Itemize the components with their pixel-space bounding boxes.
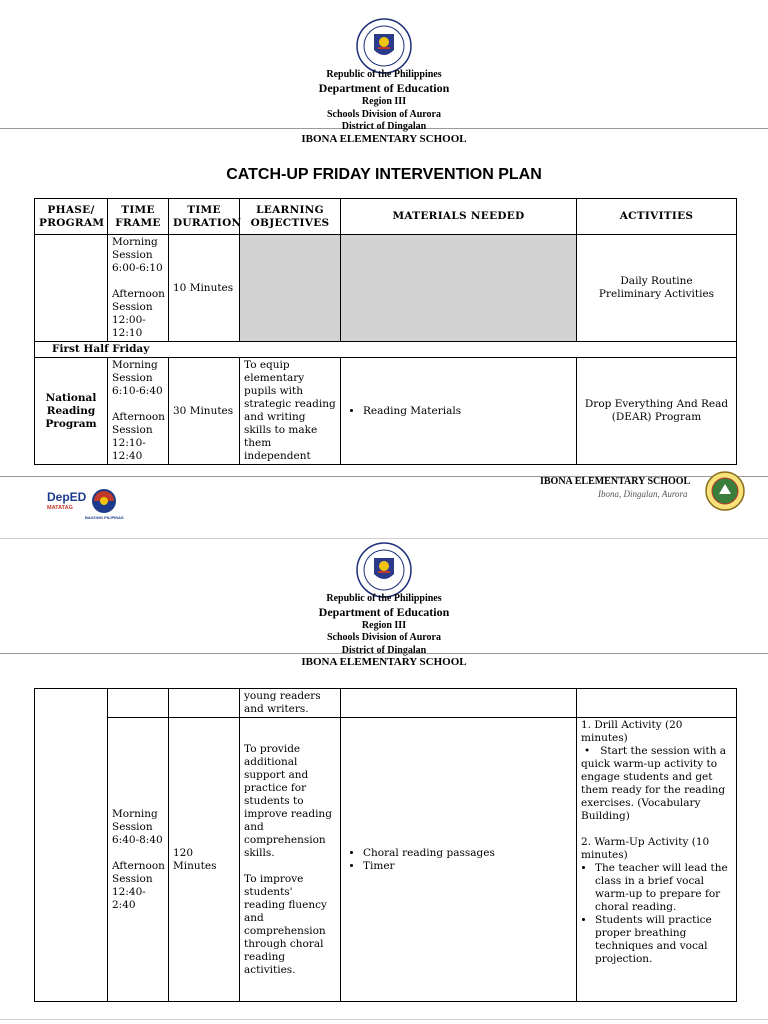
bagong-pilipinas-text: BAGONG PILIPINAS xyxy=(85,515,124,520)
morning-time: 6:00-6:10 xyxy=(112,262,163,274)
afternoon-label: Afternoon Session xyxy=(112,288,165,313)
page-bottom-divider xyxy=(0,1019,768,1020)
cell-duration: 120 Minutes xyxy=(169,718,240,1002)
header-time-frame: TIME FRAME xyxy=(108,199,169,235)
cell-activities: Drop Everything And Read (DEAR) Program xyxy=(577,358,737,465)
cell-materials xyxy=(341,689,577,718)
morning-time: 6:40-8:40 xyxy=(112,833,163,846)
cell-objectives-empty xyxy=(240,235,341,342)
material-item: • Choral reading passages xyxy=(363,847,572,860)
page-break xyxy=(0,538,768,539)
header-district: District of Dingalan xyxy=(341,121,427,132)
cell-objectives xyxy=(240,718,341,1002)
deped-logo-text: DepED xyxy=(47,490,87,504)
bullet-icon: • xyxy=(584,745,591,757)
activity-1-title: 1. Drill Activity (20 minutes) xyxy=(581,719,683,744)
morning-time: 6:10-6:40 xyxy=(112,385,163,397)
activity-line-2: Preliminary Activities xyxy=(598,288,715,300)
cell-time-frame xyxy=(108,235,169,342)
bagong-pilipinas-logo-icon xyxy=(90,488,118,514)
deped-matatag-logo xyxy=(47,490,87,520)
header-time-duration: TIME DURATION xyxy=(169,199,240,235)
header-learning-objectives: LEARNING OBJECTIVES xyxy=(240,199,341,235)
afternoon-time: 12:40-2:40 xyxy=(112,885,146,911)
objective-2: To improve students' reading fluency and comprehension through choral reading activities. xyxy=(244,872,327,976)
activity-line-1: Daily Routine xyxy=(620,275,693,287)
morning-label: Morning Session xyxy=(112,236,158,261)
objective-1: To provide additional support and practice for students to improve reading and comprehension skills. xyxy=(244,742,332,859)
header-region: Region III xyxy=(361,620,407,631)
cell-time-frame xyxy=(108,718,169,1002)
header-division: Schools Division of Aurora xyxy=(327,632,441,643)
cell-phase: National Reading Program xyxy=(35,358,108,465)
cell-duration xyxy=(169,689,240,718)
material-item: • Reading Materials xyxy=(363,405,572,418)
table-header-row xyxy=(35,199,737,235)
deped-seal-icon xyxy=(356,542,412,598)
cell-objectives: To equip elementary pupils with strategic reading and writing skills to make them independent xyxy=(240,358,341,465)
page-title: CATCH-UP FRIDAY INTERVENTION PLAN xyxy=(226,166,542,183)
school-logo-icon xyxy=(705,468,745,514)
cell-objectives-continued: young readers and writers. xyxy=(240,689,341,718)
table-row xyxy=(35,718,737,1002)
material-item: • Timer xyxy=(363,860,572,873)
header-division: Schools Division of Aurora xyxy=(327,109,441,120)
cell-activities xyxy=(577,689,737,718)
cell-materials xyxy=(341,718,577,1002)
header-department: Department of Education xyxy=(318,81,450,95)
cell-materials xyxy=(341,358,577,465)
table-row xyxy=(35,358,737,465)
morning-label: Morning Session xyxy=(112,807,158,833)
activity-1-item: • Start the session with a quick warm-up activity to engage students and get them ready for the reading exercises. (Vocabulary Building) xyxy=(581,745,727,822)
cell-materials-empty xyxy=(341,235,577,342)
table-row xyxy=(35,235,737,342)
header-school: IBONA ELEMENTARY SCHOOL xyxy=(301,133,467,145)
header-department: Department of Education xyxy=(318,605,450,619)
deped-seal-icon xyxy=(356,18,412,74)
cell-activities xyxy=(577,718,737,1002)
section-row xyxy=(35,342,737,358)
activity-2-title: 2. Warm-Up Activity (10 minutes) xyxy=(581,836,710,861)
header-divider xyxy=(0,653,768,654)
cell-time-frame xyxy=(108,358,169,465)
header-activities: ACTIVITIES xyxy=(577,199,737,235)
activity-2-item: • The teacher will lead the class in a brief vocal warm-up to prepare for choral reading. xyxy=(595,862,732,914)
footer-school-address: Ibona, Dingalan, Aurora xyxy=(598,489,688,499)
cell-duration: 10 Minutes xyxy=(169,235,240,342)
intervention-table-continued xyxy=(34,688,737,1002)
header-school: IBONA ELEMENTARY SCHOOL xyxy=(301,656,467,668)
footer-school-name: IBONA ELEMENTARY SCHOOL xyxy=(540,476,691,487)
afternoon-time: 12:10-12:40 xyxy=(112,437,146,462)
header-region: Region III xyxy=(361,96,407,107)
cell-phase xyxy=(35,689,108,1002)
header-district: District of Dingalan xyxy=(341,645,427,656)
header-republic: Republic of the Philippines xyxy=(326,593,442,604)
header-republic: Republic of the Philippines xyxy=(326,69,442,80)
section-label: First Half Friday xyxy=(35,342,737,358)
cell-duration: 30 Minutes xyxy=(169,358,240,465)
afternoon-label: Afternoon Session xyxy=(112,411,165,436)
activity-2-item: • Students will practice proper breathing techniques and vocal projection. xyxy=(595,914,732,966)
intervention-table xyxy=(34,198,737,465)
cell-phase xyxy=(35,235,108,342)
matatag-logo-text: MATATAG xyxy=(47,505,73,511)
afternoon-time: 12:00-12:10 xyxy=(112,314,146,339)
header-phase: PHASE/ PROGRAM xyxy=(35,199,108,235)
morning-label: Morning Session xyxy=(112,359,158,384)
afternoon-label: Afternoon Session xyxy=(112,859,165,885)
table-row xyxy=(35,689,737,718)
cell-activities xyxy=(577,235,737,342)
header-materials: MATERIALS NEEDED xyxy=(341,199,577,235)
cell-time-frame xyxy=(108,689,169,718)
